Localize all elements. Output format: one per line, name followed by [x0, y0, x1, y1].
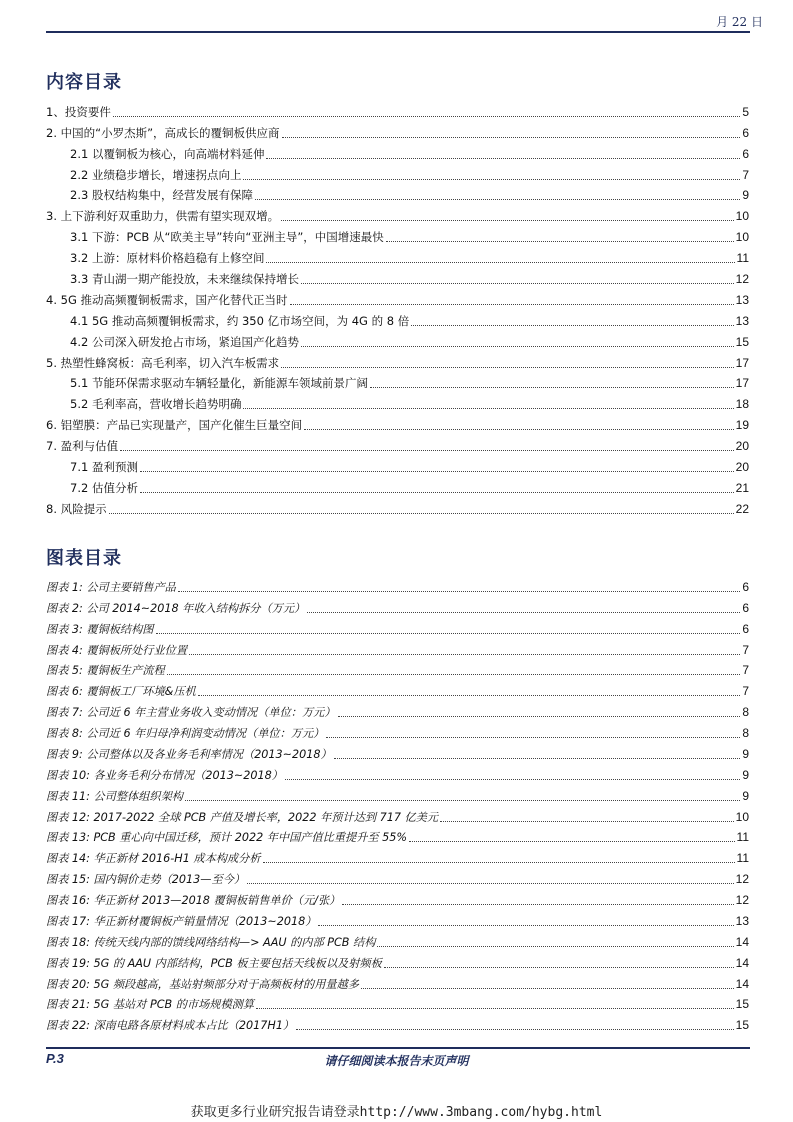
header-rule — [46, 31, 750, 33]
figure-entry[interactable] — [46, 678, 749, 699]
toc-entry-page: 21 — [735, 480, 749, 495]
figure-entry-page: 15 — [735, 1018, 749, 1033]
figures-title: 图表目录 — [46, 548, 122, 569]
toc-entry[interactable] — [46, 245, 749, 266]
toc-entry[interactable] — [46, 308, 749, 329]
figure-entry-page: 12 — [735, 893, 749, 907]
leader-dots — [243, 179, 740, 180]
leader-dots — [290, 304, 734, 305]
toc-entry-title: 2. 中国的“小罗杰斯”，高成长的覆铜板供应商 — [46, 125, 280, 140]
toc-entry-page: 15 — [735, 334, 749, 349]
footer-rule — [46, 1047, 750, 1049]
toc-entry-page: 18 — [735, 397, 749, 412]
toc-entry-page: 11 — [736, 251, 749, 266]
leader-dots — [326, 737, 740, 738]
figures-list — [46, 574, 749, 1033]
figure-entry[interactable] — [46, 720, 749, 741]
toc-entry-page: 6 — [742, 146, 749, 161]
figure-entry-page: 7 — [742, 684, 749, 699]
leader-dots — [247, 883, 734, 884]
toc-entry[interactable] — [46, 120, 749, 141]
toc-entry-page: 22 — [735, 501, 749, 516]
figure-entry-title: 图表 3: 覆铜板结构图 — [46, 622, 154, 636]
leader-dots — [301, 283, 734, 284]
figure-entry-page: 8 — [742, 726, 749, 740]
leader-dots — [266, 158, 740, 159]
leader-dots — [178, 591, 740, 592]
figure-entry-page: 7 — [742, 642, 749, 657]
figure-entry[interactable] — [46, 637, 749, 658]
header-date: 月 22 日 — [716, 15, 763, 29]
toc-entry-title: 4.2 公司深入研发抢占市场，紧追国产化趋势 — [70, 334, 299, 349]
toc-entry[interactable] — [46, 496, 749, 517]
figure-entry-title: 图表 4: 覆铜板所处行业位置 — [46, 643, 188, 657]
toc-entry[interactable] — [46, 266, 749, 287]
toc-entry[interactable] — [46, 224, 749, 245]
leader-dots — [282, 137, 741, 138]
leader-dots — [296, 1029, 734, 1030]
toc-entry-page: 12 — [735, 272, 749, 287]
figure-entry-page: 6 — [742, 579, 749, 594]
figure-entry[interactable] — [46, 866, 749, 887]
toc-list — [46, 99, 749, 517]
leader-dots — [285, 779, 740, 780]
footer-page-number: P.3 — [46, 1051, 64, 1066]
toc-entry-page: 10 — [735, 209, 749, 224]
figure-entry[interactable] — [46, 574, 749, 595]
figure-entry-page: 11 — [736, 851, 749, 866]
figure-entry-page: 14 — [735, 955, 749, 970]
toc-entry-page: 5 — [742, 104, 749, 119]
toc-entry-title: 5. 热塑性蜂窝板：高毛利率，切入汽车板需求 — [46, 355, 280, 370]
leader-dots — [409, 841, 734, 842]
toc-entry-page: 9 — [742, 188, 749, 203]
figure-entry[interactable] — [46, 929, 749, 950]
figure-entry[interactable] — [46, 595, 749, 616]
leader-dots — [120, 450, 734, 451]
figure-entry[interactable] — [46, 992, 749, 1013]
figure-entry-title: 图表 19: 5G 的 AAU 内部结构，PCB 板主要包括天线板以及射频板 — [46, 956, 382, 970]
figure-entry-title: 图表 11: 公司整体组织架构 — [46, 789, 183, 803]
figure-entry-title: 图表 14: 华正新材 2016-H1 成本构成分析 — [46, 852, 261, 866]
figure-entry-page: 6 — [742, 600, 749, 615]
figure-entry-title: 图表 15: 国内铜价走势（2013—至今） — [46, 873, 246, 887]
toc-entry[interactable] — [46, 433, 749, 454]
leader-dots — [281, 220, 734, 221]
toc-entry-title: 7.2 估值分析 — [70, 480, 138, 495]
figure-entry[interactable] — [46, 1012, 749, 1033]
toc-entry-page: 6 — [742, 125, 749, 140]
leader-dots — [384, 967, 734, 968]
toc-entry[interactable] — [46, 99, 749, 120]
figure-entry-title: 图表 1: 公司主要销售产品 — [46, 580, 176, 594]
leader-dots — [109, 513, 734, 514]
footer-disclaimer: 请仔细阅读本报告末页声明 — [324, 1054, 469, 1068]
toc-entry[interactable] — [46, 350, 749, 371]
figure-entry-title: 图表 9: 公司整体以及各业务毛利率情况（2013~2018） — [46, 747, 332, 761]
figure-entry-title: 图表 13: PCB 重心向中国迁移，预计 2022 年中国产值比重提升至 55% — [46, 831, 408, 845]
leader-dots — [156, 633, 741, 634]
figure-entry-title: 图表 20: 5G 频段越高，基站射频部分对于高频板材的用量越多 — [46, 977, 359, 991]
leader-dots — [307, 612, 740, 613]
leader-dots — [140, 471, 734, 472]
toc-entry-title: 6. 铝塑膜：产品已实现量产，国产化催生巨量空间 — [46, 418, 303, 433]
figure-entry-title: 图表 12: 2017-2022 全球 PCB 产值及增长率，2022 年预计达到 717 亿美元 — [46, 810, 439, 824]
leader-dots — [255, 199, 740, 200]
leader-dots — [318, 925, 733, 926]
leader-dots — [140, 492, 734, 493]
leader-dots — [243, 408, 733, 409]
leader-dots — [256, 1008, 734, 1009]
toc-entry[interactable] — [46, 162, 749, 183]
figure-entry-title: 图表 22: 深南电路各原材料成本占比（2017H1） — [46, 1019, 295, 1033]
figure-entry-title: 图表 8: 公司近 6 年归母净利润变动情况（单位：万元） — [46, 727, 325, 740]
figure-entry[interactable] — [46, 658, 749, 679]
leader-dots — [370, 387, 734, 388]
toc-entry-title: 7. 盈利与估值 — [46, 439, 119, 454]
figure-entry[interactable] — [46, 616, 749, 637]
leader-dots — [198, 695, 741, 696]
toc-entry-title: 3.2 上游：原材料价格趋稳有上修空间 — [70, 251, 265, 266]
leader-dots — [167, 674, 741, 675]
toc-entry[interactable] — [46, 475, 749, 496]
toc-entry-page: 20 — [735, 460, 749, 475]
toc-entry-title: 7.1 盈利预测 — [70, 460, 138, 475]
figure-entry-title: 图表 16: 华正新材 2013—2018 覆铜板销售单价（元/张） — [46, 894, 341, 907]
toc-entry-page: 7 — [742, 167, 749, 182]
leader-dots — [185, 800, 740, 801]
toc-entry-page: 13 — [735, 313, 749, 328]
toc-entry-page: 13 — [735, 292, 749, 307]
figure-entry-title: 图表 10: 各业务毛利分布情况（2013~2018） — [46, 768, 283, 782]
toc-entry[interactable] — [46, 412, 749, 433]
figure-entry[interactable] — [46, 908, 749, 929]
figure-entry[interactable] — [46, 699, 749, 720]
figure-entry[interactable] — [46, 950, 749, 971]
figure-entry[interactable] — [46, 741, 749, 762]
leader-dots — [266, 262, 734, 263]
figure-entry-title: 图表 6: 覆铜板工厂环境&压机 — [46, 685, 196, 699]
leader-dots — [386, 241, 734, 242]
leader-dots — [338, 716, 741, 717]
leader-dots — [377, 946, 733, 947]
figure-entry-page: 10 — [735, 809, 749, 824]
figure-entry-page: 7 — [742, 663, 749, 678]
toc-entry[interactable] — [46, 183, 749, 204]
leader-dots — [342, 904, 733, 905]
figure-entry[interactable] — [46, 887, 749, 908]
figure-entry[interactable] — [46, 762, 749, 783]
leader-dots — [334, 758, 741, 759]
toc-entry-title: 2.3 股权结构集中，经营发展有保障 — [70, 188, 253, 203]
toc-entry-title: 8. 风险提示 — [46, 501, 107, 516]
figure-entry[interactable] — [46, 971, 749, 992]
toc-entry-title: 4. 5G 推动高频覆铜板需求，国产化替代正当时 — [46, 292, 288, 307]
figure-entry-page: 14 — [735, 934, 749, 949]
figure-entry-title: 图表 5: 覆铜板生产流程 — [46, 664, 165, 678]
figure-entry-page: 15 — [735, 997, 749, 1012]
figure-entry-page: 12 — [735, 872, 749, 887]
toc-entry-title: 2.1 以覆铜板为核心，向高端材料延伸 — [70, 146, 265, 161]
figure-entry-page: 14 — [735, 976, 749, 991]
toc-entry-title: 4.1 5G 推动高频覆铜板需求，约 350 亿市场空间，为 4G 的 8 倍 — [70, 313, 410, 328]
leader-dots — [361, 988, 734, 989]
toc-entry-title: 3.1 下游：PCB 从“欧美主导”转向“亚洲主导”，中国增速最快 — [70, 230, 384, 245]
figure-entry-page: 9 — [742, 767, 749, 782]
figure-entry-title: 图表 7: 公司近 6 年主营业务收入变动情况（单位：万元） — [46, 706, 336, 720]
toc-entry-page: 17 — [735, 355, 749, 370]
toc-entry[interactable] — [46, 203, 749, 224]
leader-dots — [304, 429, 734, 430]
toc-entry-title: 5.1 节能环保需求驱动车辆轻量化，新能源车领域前景广阔 — [70, 376, 368, 391]
figure-entry-page: 11 — [736, 830, 749, 845]
figure-entry-title: 图表 18: 传统天线内部的馈线网络结构—> AAU 的内部 PCB 结构 — [46, 935, 376, 949]
toc-entry-page: 19 — [735, 418, 749, 433]
figure-entry-page: 9 — [742, 746, 749, 761]
toc-entry-title: 1、投资要件 — [46, 104, 111, 119]
toc-entry-title: 2.2 业绩稳步增长，增速拐点向上 — [70, 167, 242, 182]
leader-dots — [411, 325, 733, 326]
toc-entry[interactable] — [46, 329, 749, 350]
toc-entry-title: 5.2 毛利率高，营收增长趋势明确 — [70, 397, 242, 412]
leader-dots — [189, 654, 740, 655]
figure-entry-page: 13 — [735, 913, 749, 928]
figure-entry-page: 6 — [742, 621, 749, 636]
leader-dots — [440, 821, 734, 822]
figure-entry[interactable] — [46, 804, 749, 825]
leader-dots — [281, 367, 734, 368]
figure-entry-title: 图表 17: 华正新材覆铜板产销量情况（2013~2018） — [46, 914, 317, 928]
toc-title: 内容目录 — [46, 72, 122, 93]
figure-entry-page: 9 — [742, 788, 749, 803]
toc-entry-page: 10 — [735, 230, 749, 245]
leader-dots — [301, 346, 734, 347]
leader-dots — [113, 116, 740, 117]
figure-entry[interactable] — [46, 825, 749, 846]
download-link-text[interactable]: 获取更多行业研究报告请登录http://www.3mbang.com/hybg.html — [190, 1105, 603, 1120]
figure-entry-title: 图表 21: 5G 基站对 PCB 的市场规模测算 — [46, 998, 255, 1012]
toc-entry-title: 3.3 青山湖一期产能投放，未来继续保持增长 — [70, 272, 299, 287]
figure-entry[interactable] — [46, 845, 749, 866]
toc-entry[interactable] — [46, 287, 749, 308]
figure-entry[interactable] — [46, 783, 749, 804]
toc-entry[interactable] — [46, 454, 749, 475]
toc-entry[interactable] — [46, 141, 749, 162]
toc-entry[interactable] — [46, 371, 749, 392]
toc-entry[interactable] — [46, 391, 749, 412]
toc-entry-title: 3. 上下游利好双重助力，供需有望实现双增。 — [46, 209, 280, 224]
figure-entry-title: 图表 2: 公司 2014~2018 年收入结构拆分（万元） — [46, 601, 306, 615]
leader-dots — [263, 862, 735, 863]
toc-entry-page: 17 — [735, 376, 749, 391]
figure-entry-page: 8 — [742, 705, 749, 720]
toc-entry-page: 20 — [735, 439, 749, 454]
